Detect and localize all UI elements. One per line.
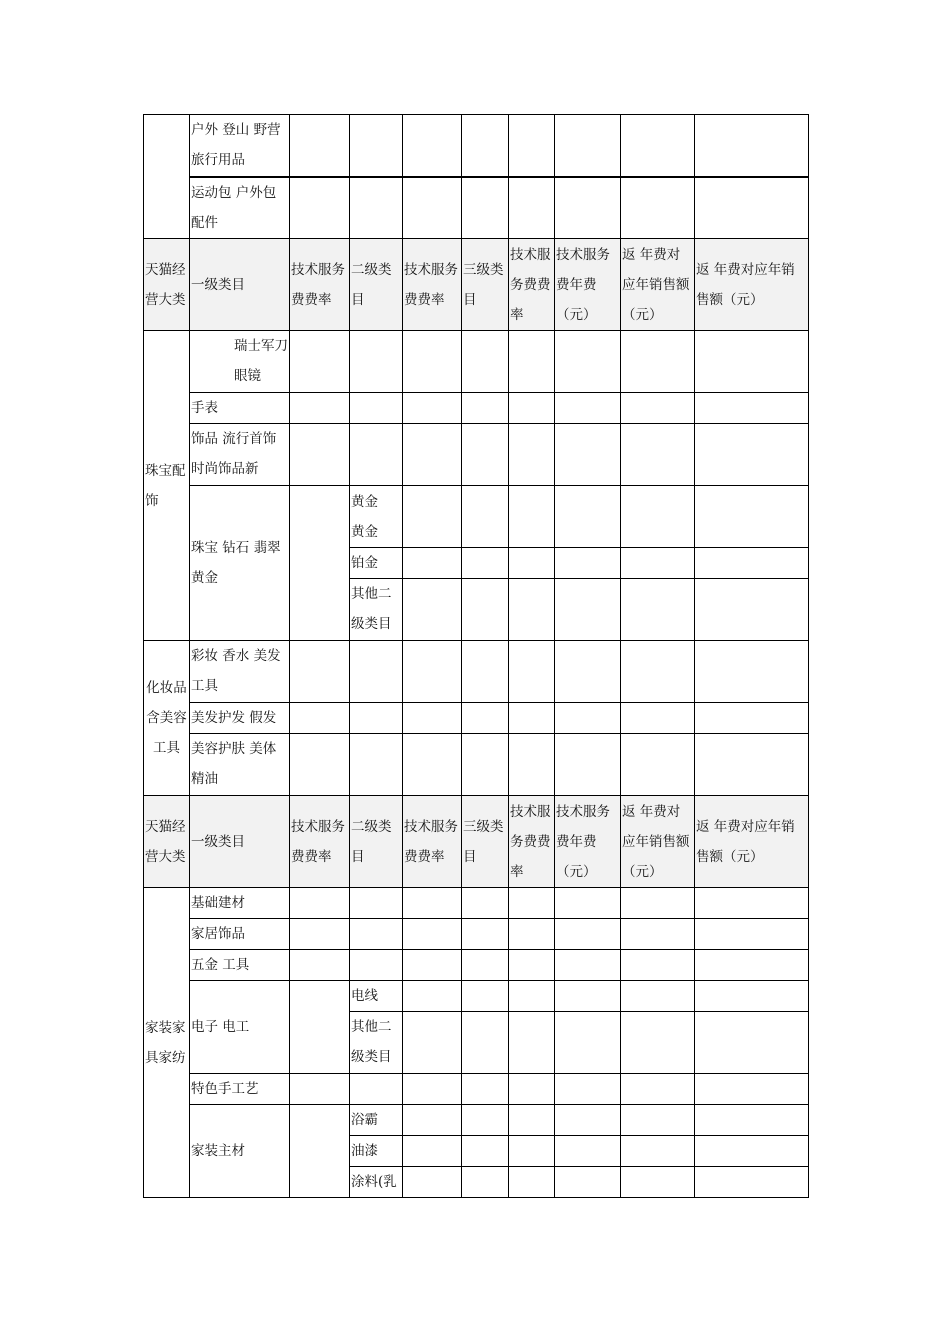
empty-cell xyxy=(290,703,350,734)
empty-cell xyxy=(403,919,462,950)
empty-cell xyxy=(621,1136,695,1167)
empty-cell xyxy=(509,331,555,393)
empty-cell xyxy=(290,981,350,1074)
empty-cell xyxy=(555,548,621,579)
empty-cell xyxy=(462,115,509,177)
level2-cell: 其他二级类目 xyxy=(350,1012,403,1074)
empty-cell xyxy=(695,1167,809,1198)
empty-cell xyxy=(350,734,403,796)
empty-cell xyxy=(621,331,695,393)
empty-cell xyxy=(509,1012,555,1074)
empty-cell xyxy=(403,1167,462,1198)
empty-cell xyxy=(403,1136,462,1167)
empty-cell xyxy=(509,486,555,548)
empty-cell xyxy=(462,1136,509,1167)
empty-cell xyxy=(555,888,621,919)
empty-cell xyxy=(695,393,809,424)
empty-cell xyxy=(462,641,509,703)
empty-cell xyxy=(621,486,695,548)
empty-cell xyxy=(403,734,462,796)
empty-cell xyxy=(621,919,695,950)
level1-cell: 家居饰品 xyxy=(190,919,290,950)
empty-cell xyxy=(509,981,555,1012)
empty-cell xyxy=(621,703,695,734)
header-annual-fee: 技术服务费年费（元） xyxy=(555,239,621,331)
empty-cell xyxy=(350,888,403,919)
header-level2: 二级类目 xyxy=(350,239,403,331)
empty-cell xyxy=(462,579,509,641)
level2-cell: 黄金 黄金 xyxy=(350,486,403,548)
empty-cell xyxy=(350,641,403,703)
empty-cell xyxy=(403,424,462,486)
empty-cell xyxy=(403,331,462,393)
empty-cell xyxy=(462,1105,509,1136)
empty-cell xyxy=(621,1074,695,1105)
level1-cell: 瑞士军刀 眼镜 xyxy=(190,331,290,393)
empty-cell xyxy=(403,641,462,703)
empty-cell xyxy=(403,486,462,548)
empty-cell xyxy=(403,548,462,579)
header-level3-rate: 技术服务费费率 xyxy=(509,796,555,888)
empty-cell xyxy=(509,548,555,579)
empty-cell xyxy=(403,888,462,919)
header-level1-rate: 技术服务费费率 xyxy=(290,239,350,331)
empty-cell xyxy=(290,393,350,424)
empty-cell xyxy=(509,641,555,703)
empty-cell xyxy=(403,981,462,1012)
empty-cell xyxy=(695,115,809,177)
empty-cell xyxy=(290,486,350,641)
fee-table xyxy=(143,114,809,1198)
empty-cell xyxy=(509,177,555,239)
empty-cell xyxy=(403,703,462,734)
empty-cell xyxy=(509,919,555,950)
empty-cell xyxy=(462,331,509,393)
empty-cell xyxy=(290,950,350,981)
header-refund-sales-2: 返 年费对应年销售额（元） xyxy=(695,239,809,331)
category-jewelry: 珠宝配饰 xyxy=(144,331,190,641)
level2-cell: 浴霸 xyxy=(350,1105,403,1136)
empty-cell xyxy=(555,1136,621,1167)
header-level3-rate: 技术服务费费率 xyxy=(509,239,555,331)
empty-cell xyxy=(621,1105,695,1136)
header-level1: 一级类目 xyxy=(190,796,290,888)
empty-cell xyxy=(621,888,695,919)
empty-cell xyxy=(621,950,695,981)
empty-cell xyxy=(695,703,809,734)
empty-cell xyxy=(509,1074,555,1105)
empty-cell xyxy=(509,703,555,734)
level1-cell: 运动包 户外包 配件 xyxy=(190,177,290,239)
empty-cell xyxy=(621,641,695,703)
level2-cell: 铂金 xyxy=(350,548,403,579)
empty-cell xyxy=(555,1012,621,1074)
header-level3: 三级类目 xyxy=(462,796,509,888)
empty-cell xyxy=(695,950,809,981)
header-level2-rate: 技术服务费费率 xyxy=(403,796,462,888)
empty-cell xyxy=(350,919,403,950)
empty-cell xyxy=(555,1074,621,1105)
empty-cell xyxy=(555,703,621,734)
empty-cell xyxy=(621,734,695,796)
empty-cell xyxy=(555,641,621,703)
header-level1: 一级类目 xyxy=(190,239,290,331)
empty-cell xyxy=(350,950,403,981)
level1-cell: 美容护肤 美体 精油 xyxy=(190,734,290,796)
level2-cell: 电线 xyxy=(350,981,403,1012)
empty-cell xyxy=(555,950,621,981)
empty-cell xyxy=(462,950,509,981)
empty-cell xyxy=(290,734,350,796)
empty-cell xyxy=(350,331,403,393)
level1-cell: 珠宝 钻石 翡翠 黄金 xyxy=(190,486,290,641)
empty-cell xyxy=(403,1105,462,1136)
empty-cell xyxy=(462,1167,509,1198)
empty-cell xyxy=(695,919,809,950)
empty-cell xyxy=(621,177,695,239)
empty-cell xyxy=(290,331,350,393)
empty-cell xyxy=(695,486,809,548)
empty-cell xyxy=(509,734,555,796)
level1-cell: 特色手工艺 xyxy=(190,1074,290,1105)
empty-cell xyxy=(695,734,809,796)
level1-cell: 家装主材 xyxy=(190,1105,290,1198)
empty-cell xyxy=(509,888,555,919)
empty-cell xyxy=(350,424,403,486)
empty-cell xyxy=(695,888,809,919)
empty-cell xyxy=(462,424,509,486)
level1-cell: 饰品 流行首饰 时尚饰品新 xyxy=(190,424,290,486)
level1-cell: 基础建材 xyxy=(190,888,290,919)
empty-cell xyxy=(509,393,555,424)
empty-cell xyxy=(555,393,621,424)
empty-cell xyxy=(621,548,695,579)
empty-cell xyxy=(290,115,350,177)
header-level1-rate: 技术服务费费率 xyxy=(290,796,350,888)
empty-cell xyxy=(695,1074,809,1105)
empty-cell xyxy=(462,177,509,239)
level2-cell: 油漆 xyxy=(350,1136,403,1167)
empty-cell xyxy=(695,1012,809,1074)
category-home: 家装家具家纺 xyxy=(144,888,190,1198)
empty-cell xyxy=(350,703,403,734)
empty-cell xyxy=(555,579,621,641)
level2-cell: 其他二级类目 xyxy=(350,579,403,641)
empty-cell xyxy=(621,1012,695,1074)
empty-cell xyxy=(695,981,809,1012)
empty-cell xyxy=(695,641,809,703)
empty-cell xyxy=(695,548,809,579)
category-cosmetics: 化妆品含美容工具 xyxy=(144,641,190,796)
empty-cell xyxy=(695,579,809,641)
empty-cell xyxy=(509,424,555,486)
empty-cell xyxy=(695,331,809,393)
level1-cell: 彩妆 香水 美发 工具 xyxy=(190,641,290,703)
empty-cell xyxy=(403,1074,462,1105)
empty-cell xyxy=(290,1105,350,1198)
level2-cell: 涂料(乳 xyxy=(350,1167,403,1198)
level1-cell: 手表 xyxy=(190,393,290,424)
level1-cell: 五金 工具 xyxy=(190,950,290,981)
header-level2: 二级类目 xyxy=(350,796,403,888)
empty-cell xyxy=(290,177,350,239)
empty-cell xyxy=(290,919,350,950)
header-refund-sales-2: 返 年费对应年销售额（元） xyxy=(695,796,809,888)
empty-cell xyxy=(509,579,555,641)
empty-cell xyxy=(290,1074,350,1105)
header-category: 天猫经营大类 xyxy=(144,796,190,888)
empty-cell xyxy=(350,393,403,424)
empty-cell xyxy=(555,981,621,1012)
empty-cell xyxy=(695,177,809,239)
empty-cell xyxy=(509,950,555,981)
empty-cell xyxy=(290,424,350,486)
header-level2-rate: 技术服务费费率 xyxy=(403,239,462,331)
empty-cell xyxy=(695,424,809,486)
level1-cell: 户外 登山 野营 旅行用品 xyxy=(190,115,290,177)
empty-cell xyxy=(621,579,695,641)
empty-cell xyxy=(555,919,621,950)
empty-cell xyxy=(290,641,350,703)
empty-cell xyxy=(555,1167,621,1198)
empty-cell xyxy=(555,331,621,393)
empty-cell xyxy=(462,734,509,796)
empty-cell xyxy=(555,115,621,177)
empty-cell xyxy=(555,734,621,796)
empty-cell xyxy=(350,1074,403,1105)
header-refund-sales: 返 年费对应年销售额（元） xyxy=(621,239,695,331)
empty-cell xyxy=(403,177,462,239)
empty-cell xyxy=(621,393,695,424)
empty-cell xyxy=(290,888,350,919)
empty-cell xyxy=(695,1136,809,1167)
empty-cell xyxy=(621,1167,695,1198)
empty-cell xyxy=(403,950,462,981)
header-level3: 三级类目 xyxy=(462,239,509,331)
empty-cell xyxy=(462,486,509,548)
empty-cell xyxy=(462,393,509,424)
empty-cell xyxy=(403,1012,462,1074)
empty-cell xyxy=(462,919,509,950)
empty-cell xyxy=(403,393,462,424)
empty-cell xyxy=(621,981,695,1012)
empty-cell xyxy=(621,424,695,486)
empty-cell xyxy=(555,424,621,486)
empty-cell xyxy=(555,486,621,548)
empty-cell xyxy=(509,1167,555,1198)
empty-cell xyxy=(462,888,509,919)
empty-cell xyxy=(462,1012,509,1074)
empty-cell xyxy=(621,115,695,177)
empty-cell xyxy=(462,981,509,1012)
header-refund-sales: 返 年费对应年销售额（元） xyxy=(621,796,695,888)
empty-cell xyxy=(462,548,509,579)
empty-cell xyxy=(555,1105,621,1136)
header-category: 天猫经营大类 xyxy=(144,239,190,331)
empty-cell xyxy=(403,579,462,641)
header-annual-fee: 技术服务费年费（元） xyxy=(555,796,621,888)
empty-cell xyxy=(350,115,403,177)
empty-cell xyxy=(695,1105,809,1136)
level1-cell: 电子 电工 xyxy=(190,981,290,1074)
empty-cell xyxy=(509,1136,555,1167)
empty-cell xyxy=(403,115,462,177)
empty-cell xyxy=(509,115,555,177)
empty-cell xyxy=(350,177,403,239)
empty-cell xyxy=(509,1105,555,1136)
category-cell-blank xyxy=(144,115,190,239)
empty-cell xyxy=(555,177,621,239)
empty-cell xyxy=(462,703,509,734)
empty-cell xyxy=(462,1074,509,1105)
level1-cell: 美发护发 假发 xyxy=(190,703,290,734)
